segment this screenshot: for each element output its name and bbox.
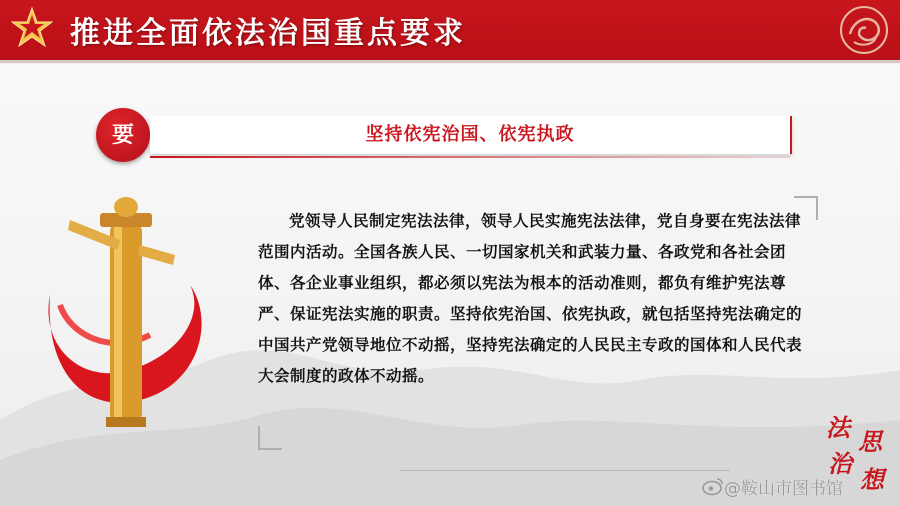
calligraphy-char: 治: [828, 449, 852, 478]
page-title: 推进全面依法治国重点要求: [70, 16, 466, 51]
section-badge: 要: [96, 108, 150, 162]
header-divider: [0, 60, 900, 63]
header-bar: [0, 0, 900, 60]
content-box: [258, 196, 818, 450]
calligraphy-char: 法: [826, 413, 850, 442]
corner-decoration: [258, 426, 282, 450]
section-subtitle: 坚持依宪治国、依宪执政: [365, 124, 575, 145]
calligraphy-char: 思: [858, 427, 882, 456]
watermark-text: @鞍山市图书馆: [724, 479, 843, 499]
body-paragraph: 党领导人民制定宪法法律，领导人民实施宪法法律，党自身要在宪法法律范围内活动。全国各族人民、一切国家机关和武装力量、各政党和各社会团体、各企业事业组织，都必须以宪法为根本的活动准则，都负有维护宪法尊严、保证宪法实施的职责。坚持依宪治国、依宪执政，就包括坚持宪法确定的中国共产党领导地位不动摇，坚持宪法确定的人民民主专政的国体和人民代表大会制度的政体不动摇。: [258, 212, 803, 385]
huabiao-column-image: [40, 185, 230, 430]
weibo-icon: [702, 476, 724, 496]
subtitle-bar: [150, 116, 792, 154]
footer-line: [400, 470, 730, 471]
seal-icon: [838, 4, 890, 56]
calligraphy-char: 想: [860, 465, 884, 494]
star-icon: [10, 6, 54, 50]
